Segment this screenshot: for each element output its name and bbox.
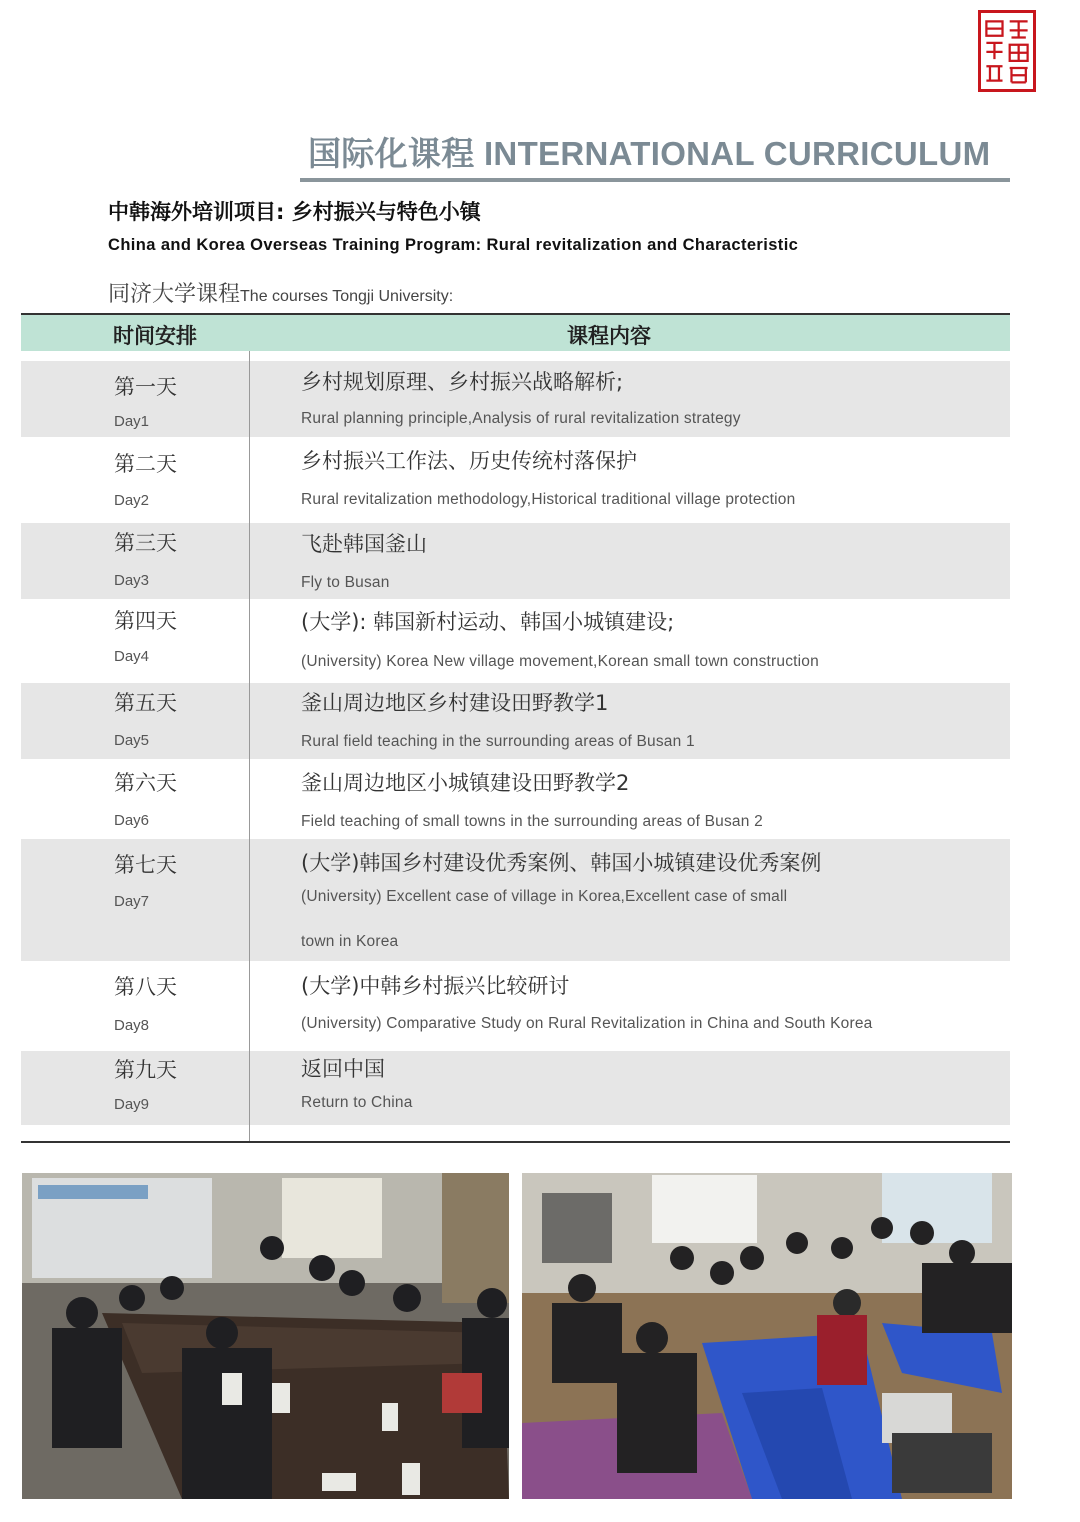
content-cn: 乡村振兴工作法、历史传统村落保护 (301, 449, 637, 473)
column-header-time: 时间安排 (113, 324, 197, 348)
content-en: Field teaching of small towns in the surrounding areas of Busan 2 (301, 813, 763, 830)
table-row (21, 961, 1010, 1051)
seal-stamp-graphic (981, 13, 1033, 89)
curriculum-table (21, 313, 1010, 1143)
day-label-en: Day9 (114, 1096, 150, 1113)
courses-label-en: The courses Tongji University: (240, 288, 454, 305)
content-cn: 返回中国 (301, 1057, 385, 1081)
day-label-cn: 第九天 (114, 1058, 177, 1082)
content-en: Fly to Busan (301, 574, 390, 591)
table-row (21, 523, 1010, 599)
table-row (21, 599, 1010, 683)
day-label-en: Day8 (114, 1017, 150, 1034)
content-en: (University) Korea New village movement,Korean small town construction (301, 653, 819, 670)
content-cn: 飞赴韩国釜山 (301, 532, 427, 556)
day-label-en: Day5 (114, 732, 150, 749)
content-en: Rural planning principle,Analysis of rural revitalization strategy (301, 410, 741, 427)
content-en: Rural revitalization methodology,Historical traditional village protection (301, 491, 796, 508)
table-bottom-rule (21, 1141, 1010, 1143)
content-cn: (大学)中韩乡村振兴比较研讨 (301, 974, 570, 998)
photo-floor-session (522, 1173, 1012, 1499)
day-label-cn: 第八天 (114, 975, 177, 999)
content-en: (University) Excellent case of village in Korea,Excellent case of small (301, 888, 788, 905)
content-cn: (大学)韩国乡村建设优秀案例、韩国小城镇建设优秀案例 (301, 851, 822, 875)
table-row (21, 839, 1010, 961)
table-header (21, 313, 1010, 351)
day-label-en: Day3 (114, 572, 150, 589)
day-label-cn: 第六天 (114, 771, 177, 795)
day-label-en: Day4 (114, 648, 150, 665)
content-en: Rural field teaching in the surrounding areas of Busan 1 (301, 733, 695, 750)
day-label-cn: 第七天 (114, 853, 177, 877)
courses-label-cn: 同济大学课程 (108, 282, 241, 307)
day-label-en: Day7 (114, 893, 150, 910)
courses-label (108, 277, 453, 308)
day-label-cn: 第四天 (114, 609, 177, 633)
day-label-en: Day6 (114, 812, 150, 829)
column-divider (249, 351, 250, 1143)
day-label-cn: 第一天 (114, 375, 177, 399)
content-cn: 乡村规划原理、乡村振兴战略解析; (301, 370, 624, 394)
content-cn: 釜山周边地区小城镇建设田野教学2 (301, 771, 630, 795)
seal-stamp (978, 10, 1036, 92)
title-divider (300, 178, 1010, 182)
content-en: Return to China (301, 1094, 413, 1111)
content-en: (University) Comparative Study on Rural Revitalization in China and South Korea (301, 1015, 873, 1032)
day-label-cn: 第五天 (114, 691, 177, 715)
content-en-line2: town in Korea (301, 933, 399, 950)
section-title: 国际化课程 INTERNATIONAL CURRICULUM (308, 135, 991, 172)
program-title-en: China and Korea Overseas Training Program: Rural revitalization and Characteristic (108, 236, 799, 254)
photo-meeting-room-graphic (22, 1173, 509, 1499)
content-cn: 釜山周边地区乡村建设田野教学1 (301, 691, 609, 715)
day-label-en: Day2 (114, 492, 150, 509)
table-row (21, 1051, 1010, 1125)
day-label-en: Day1 (114, 413, 150, 430)
table-row (21, 361, 1010, 437)
table-row (21, 437, 1010, 523)
program-title-cn: 中韩海外培训项目: 乡村振兴与特色小镇 (108, 200, 481, 224)
day-label-cn: 第二天 (114, 452, 177, 476)
photo-meeting-room (22, 1173, 509, 1499)
day-label-cn: 第三天 (114, 531, 177, 555)
content-cn: (大学): 韩国新村运动、韩国小城镇建设; (301, 610, 675, 634)
column-header-content: 课程内容 (567, 324, 651, 348)
table-row (21, 759, 1010, 839)
table-row (21, 683, 1010, 759)
photo-floor-session-graphic (522, 1173, 1012, 1499)
